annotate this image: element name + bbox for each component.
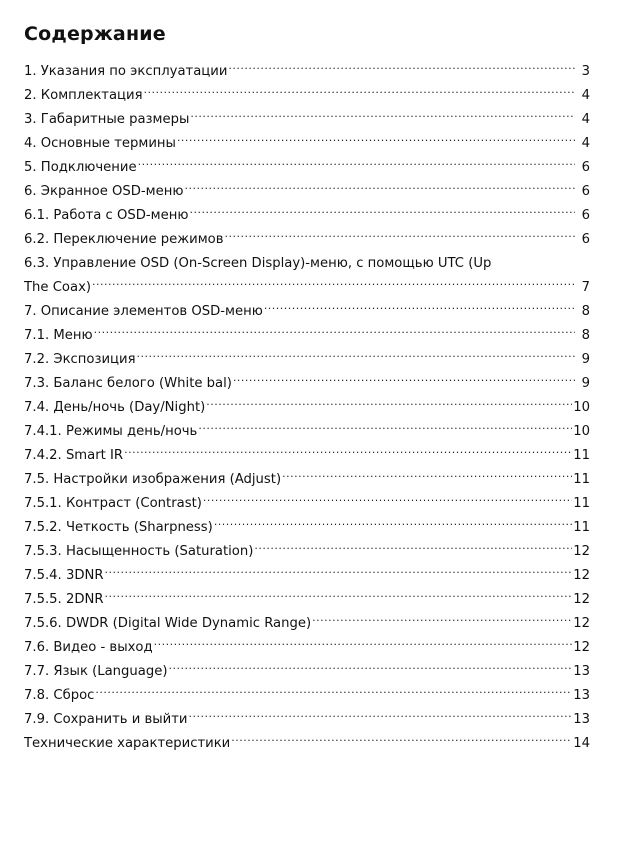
toc-entry-label: 7.6. Видео - выход bbox=[24, 640, 153, 655]
toc-entry[interactable] bbox=[24, 444, 590, 468]
toc-entry-label: 7.9. Сохранить и выйти bbox=[24, 712, 188, 727]
document-page bbox=[24, 18, 590, 756]
toc-entry[interactable] bbox=[24, 324, 590, 348]
toc-page-number: 9 bbox=[581, 376, 590, 391]
toc-page-number: 14 bbox=[573, 736, 590, 751]
toc-entry[interactable] bbox=[24, 588, 590, 612]
toc-page-number: 12 bbox=[573, 616, 590, 631]
toc-entry[interactable] bbox=[24, 564, 590, 588]
dot-leader bbox=[137, 350, 575, 363]
toc-page-number: 8 bbox=[581, 328, 590, 343]
toc-page-number: 4 bbox=[581, 136, 590, 151]
toc-entry[interactable] bbox=[24, 468, 590, 492]
dot-leader bbox=[105, 590, 573, 603]
dot-leader bbox=[233, 374, 575, 387]
toc-entry[interactable] bbox=[24, 60, 590, 84]
toc-page-number: 12 bbox=[573, 544, 590, 559]
toc-page-number: 7 bbox=[581, 280, 590, 295]
toc-page-number: 13 bbox=[573, 688, 590, 703]
toc-page-number: 12 bbox=[573, 568, 590, 583]
dot-leader bbox=[312, 614, 572, 627]
dot-leader bbox=[203, 494, 572, 507]
toc-entry-label: 6. Экранное OSD-меню bbox=[24, 184, 184, 199]
dot-leader bbox=[92, 278, 575, 291]
dot-leader bbox=[124, 446, 572, 459]
toc-entry-label: 6.2. Переключение режимов bbox=[24, 232, 224, 247]
toc-page-number: 10 bbox=[573, 424, 590, 439]
toc-entry-label: 7.5.2. Четкость (Sharpness) bbox=[24, 520, 213, 535]
toc-entry-label: 7.2. Экспозиция bbox=[24, 352, 136, 367]
dot-leader bbox=[168, 662, 572, 675]
toc-entry-label: 2. Комплектация bbox=[24, 88, 143, 103]
toc-entry[interactable] bbox=[24, 300, 590, 324]
dot-leader bbox=[231, 734, 572, 747]
dot-leader bbox=[254, 542, 572, 555]
toc-entry-label: 7.4.2. Smart IR bbox=[24, 448, 124, 463]
toc-page-number: 13 bbox=[573, 712, 590, 727]
dot-leader bbox=[138, 158, 575, 171]
toc-page-number: 3 bbox=[581, 64, 590, 79]
dot-leader bbox=[206, 398, 572, 411]
toc-entry[interactable] bbox=[24, 372, 590, 396]
dot-leader bbox=[225, 230, 576, 243]
dot-leader bbox=[264, 302, 575, 315]
toc-entry-label: 7.4.1. Режимы день/ночь bbox=[24, 424, 198, 439]
toc-page-number: 6 bbox=[581, 232, 590, 247]
table-of-contents bbox=[24, 60, 590, 756]
toc-entry-label: 6.3. Управление OSD (On-Screen Display)-меню, с помощью UTC (Up bbox=[24, 256, 492, 271]
toc-entry[interactable] bbox=[24, 612, 590, 636]
toc-page-number: 11 bbox=[573, 520, 590, 535]
toc-entry-label: 7.5.6. DWDR (Digital Wide Dynamic Range) bbox=[24, 616, 312, 631]
dot-leader bbox=[214, 518, 572, 531]
toc-entry-label: 7.5.4. 3DNR bbox=[24, 568, 104, 583]
dot-leader bbox=[184, 182, 575, 195]
toc-page-number: 11 bbox=[573, 448, 590, 463]
toc-entry-label: 7.5.1. Контраст (Contrast) bbox=[24, 496, 202, 511]
toc-page-number: 13 bbox=[573, 664, 590, 679]
toc-entry[interactable] bbox=[24, 180, 590, 204]
dot-leader bbox=[190, 110, 575, 123]
toc-page-number: 4 bbox=[581, 88, 590, 103]
toc-entry[interactable] bbox=[24, 540, 590, 564]
dot-leader bbox=[228, 62, 575, 75]
toc-entry-label: 7.5. Настройки изображения (Adjust) bbox=[24, 472, 282, 487]
toc-page-number: 4 bbox=[581, 112, 590, 127]
toc-page-number: 12 bbox=[573, 592, 590, 607]
toc-page-number: 6 bbox=[581, 160, 590, 175]
toc-entry-label: 7.5.3. Насыщенность (Saturation) bbox=[24, 544, 254, 559]
dot-leader bbox=[282, 470, 572, 483]
toc-page-number: 6 bbox=[581, 184, 590, 199]
toc-entry-label: 6.1. Работа с OSD-меню bbox=[24, 208, 189, 223]
toc-page-number: 11 bbox=[573, 472, 590, 487]
toc-entry[interactable] bbox=[24, 204, 590, 228]
toc-entry[interactable] bbox=[24, 396, 590, 420]
dot-leader bbox=[144, 86, 575, 99]
dot-leader bbox=[105, 566, 573, 579]
toc-entry-label: 7.3. Баланс белого (White bal) bbox=[24, 376, 232, 391]
toc-entry[interactable] bbox=[24, 108, 590, 132]
toc-entry-label: Технические характеристики bbox=[24, 736, 231, 751]
dot-leader bbox=[95, 686, 572, 699]
toc-page-number: 10 bbox=[573, 400, 590, 415]
dot-leader bbox=[94, 326, 575, 339]
toc-entry-line[interactable] bbox=[24, 252, 590, 276]
toc-entry-label: 5. Подключение bbox=[24, 160, 137, 175]
toc-entry-label: 7.7. Язык (Language) bbox=[24, 664, 168, 679]
toc-entry[interactable] bbox=[24, 516, 590, 540]
toc-entry-label: 7.4. День/ночь (Day/Night) bbox=[24, 400, 206, 415]
toc-entry-label: 7.5.5. 2DNR bbox=[24, 592, 104, 607]
dot-leader bbox=[198, 422, 572, 435]
toc-entry-label: The Coax) bbox=[24, 280, 92, 295]
toc-entry[interactable] bbox=[24, 84, 590, 108]
toc-entry[interactable] bbox=[24, 708, 590, 732]
toc-entry-label: 4. Основные термины bbox=[24, 136, 176, 151]
toc-entry[interactable] bbox=[24, 228, 590, 252]
toc-page-number: 11 bbox=[573, 496, 590, 511]
dot-leader bbox=[177, 134, 575, 147]
toc-entry[interactable] bbox=[24, 732, 590, 756]
toc-entry[interactable] bbox=[24, 492, 590, 516]
toc-entry[interactable] bbox=[24, 132, 590, 156]
dot-leader bbox=[189, 710, 573, 723]
toc-entry[interactable] bbox=[24, 660, 590, 684]
dot-leader bbox=[189, 206, 575, 219]
toc-entry[interactable] bbox=[24, 420, 590, 444]
toc-entry-label: 7.8. Сброс bbox=[24, 688, 95, 703]
toc-entry[interactable] bbox=[24, 684, 590, 708]
toc-page-number: 12 bbox=[573, 640, 590, 655]
page-title: Содержание bbox=[24, 23, 166, 45]
toc-entry-label: 7.1. Меню bbox=[24, 328, 93, 343]
toc-entry[interactable] bbox=[24, 636, 590, 660]
dot-leader bbox=[154, 638, 573, 651]
toc-entry-label: 3. Габаритные размеры bbox=[24, 112, 190, 127]
toc-entry[interactable] bbox=[24, 348, 590, 372]
toc-page-number: 8 bbox=[581, 304, 590, 319]
toc-entry[interactable] bbox=[24, 276, 590, 300]
toc-page-number: 6 bbox=[581, 208, 590, 223]
toc-entry[interactable] bbox=[24, 156, 590, 180]
toc-entry-label: 1. Указания по эксплуатации bbox=[24, 64, 228, 79]
toc-entry-label: 7. Описание элементов OSD-меню bbox=[24, 304, 263, 319]
toc-page-number: 9 bbox=[581, 352, 590, 367]
